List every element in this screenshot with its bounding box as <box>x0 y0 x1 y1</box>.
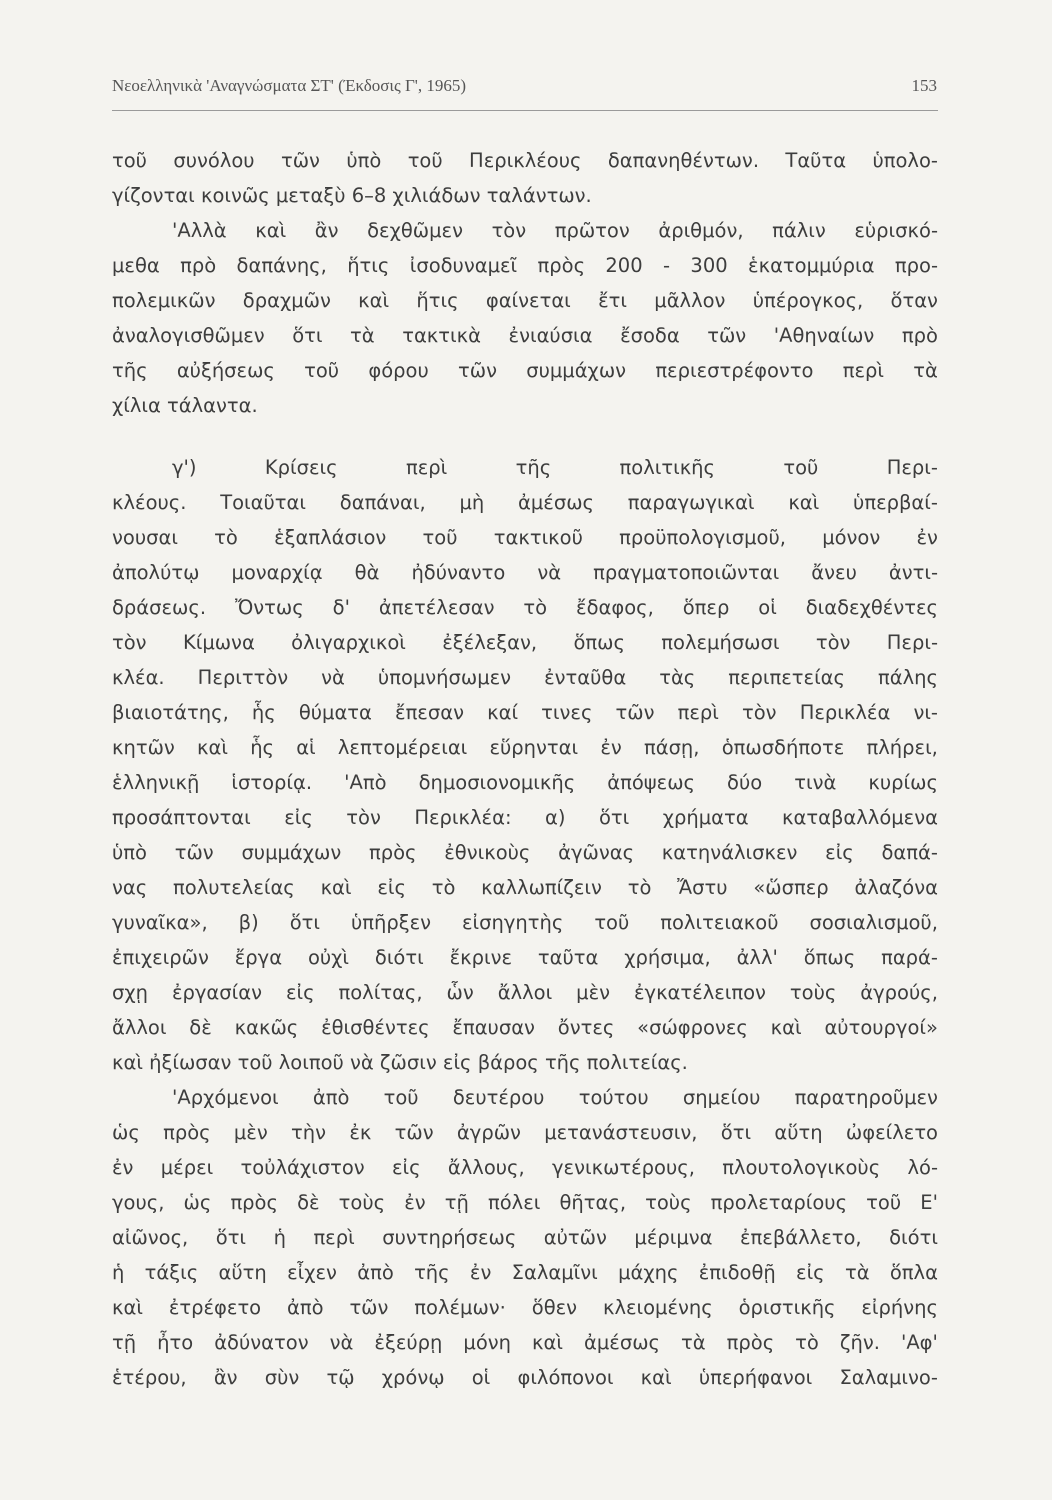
text-line: 'Αρχόμενοι ἀπὸ τοῦ δευτέρου τούτου σημείου παρατηροῦμεν <box>172 1086 938 1109</box>
text-line: 'Αλλὰ καὶ ἂν δεχθῶμεν τὸν πρῶτον ἀριθμόν, πάλιν εὑρισκό- <box>172 219 938 242</box>
text-line: γυναῖκα», β) ὅτι ὑπῆρξεν εἰσηγητὴς τοῦ πολιτειακοῦ σοσιαλισμοῦ, <box>112 911 938 934</box>
text-line: σχῃ ἐργασίαν εἰς πολίτας, ὧν ἄλλοι μὲν ἐγκατέλειπον τοὺς ἀγρούς, <box>112 981 938 1004</box>
text-line: δράσεως. Ὄντως δ' ἀπετέλεσαν τὸ ἔδαφος, ὅπερ οἱ διαδεχθέντες <box>112 596 938 619</box>
text-line: μεθα πρὸ δαπάνης, ἥτις ἰσοδυναμεῖ πρὸς 200 - 300 ἑκατομμύρια προ- <box>112 254 938 277</box>
text-line: προσάπτονται εἰς τὸν Περικλέα: α) ὅτι χρήματα καταβαλλόμενα <box>112 806 938 829</box>
text-line: ὑπὸ τῶν συμμάχων πρὸς ἐθνικοὺς ἀγῶνας κατηνάλισκεν εἰς δαπά- <box>112 841 938 864</box>
text-line: βιαιοτάτης, ἧς θύματα ἔπεσαν καί τινες τῶν περὶ τὸν Περικλέα νι- <box>112 701 938 724</box>
text-line: τῆς αὐξήσεως τοῦ φόρου τῶν συμμάχων περιεστρέφοντο περὶ τὰ <box>112 359 938 382</box>
text-line: νας πολυτελείας καὶ εἰς τὸ καλλωπίζειν τὸ Ἄστυ «ὥσπερ ἀλαζόνα <box>112 876 938 899</box>
text-line: κλέα. Περιττὸν νὰ ὑπομνήσωμεν ἐνταῦθα τὰς περιπετείας πάλης <box>112 666 938 689</box>
text-line: τὸν Κίμωνα ὀλιγαρχικοὶ ἐξέλεξαν, ὅπως πολεμήσωσι τὸν Περι- <box>112 631 938 654</box>
text-line: κλέους. Τοιαῦται δαπάναι, μὴ ἀμέσως παραγωγικαὶ καὶ ὑπερβαί- <box>112 491 938 514</box>
page-header <box>112 76 937 96</box>
text-line: χίλια τάλαντα. <box>112 394 258 417</box>
text-line: πολεμικῶν δραχμῶν καὶ ἥτις φαίνεται ἔτι μᾶλλον ὑπέρογκος, ὅταν <box>112 289 938 312</box>
body-text <box>112 143 938 1395</box>
page-number: 153 <box>911 76 937 95</box>
text-line: ἑλληνικῇ ἱστορίᾳ. 'Απὸ δημοσιονομικῆς ἀπόψεως δύο τινὰ κυρίως <box>112 771 938 794</box>
text-line: καὶ ἠξίωσαν τοῦ λοιποῦ νὰ ζῶσιν εἰς βάρος τῆς πολιτείας. <box>112 1051 688 1074</box>
header-rule <box>112 110 938 111</box>
text-line: ἡ τάξις αὕτη εἶχεν ἀπὸ τῆς ἐν Σαλαμῖνι μάχης ἐπιδοθῇ εἰς τὰ ὅπλα <box>112 1261 938 1284</box>
text-line: τοῦ συνόλου τῶν ὑπὸ τοῦ Περικλέους δαπανηθέντων. Ταῦτα ὑπολο- <box>112 149 938 172</box>
text-line: ὡς πρὸς μὲν τὴν ἐκ τῶν ἀγρῶν μετανάστευσιν, ὅτι αὕτη ὠφείλετο <box>112 1121 938 1144</box>
text-line: γίζονται κοινῶς μεταξὺ 6–8 χιλιάδων ταλάντων. <box>112 184 592 207</box>
running-title: Νεοελληνικὰ 'Αναγνώσματα ΣΤ' (Έκδοσις Γ', 1965) <box>112 76 467 95</box>
text-line: ἀπολύτῳ μοναρχίᾳ θὰ ἠδύναντο νὰ πραγματοποιῶνται ἄνευ ἀντι- <box>112 561 938 584</box>
text-line: τῇ ἦτο ἀδύνατον νὰ ἐξεύρῃ μόνη καὶ ἀμέσως τὰ πρὸς τὸ ζῆν. 'Αφ' <box>112 1331 938 1354</box>
text-line: ἄλλοι δὲ κακῶς ἐθισθέντες ἔπαυσαν ὄντες «σώφρονες καὶ αὐτουργοί» <box>112 1016 938 1039</box>
text-line: γους, ὡς πρὸς δὲ τοὺς ἐν τῇ πόλει θῆτας, τοὺς προλεταρίους τοῦ Ε' <box>112 1191 938 1214</box>
text-line: ἐπιχειρῶν ἔργα οὐχὶ διότι ἔκρινε ταῦτα χρήσιμα, ἀλλ' ὅπως παρά- <box>112 946 938 969</box>
text-line: ἐν μέρει τοὐλάχιστον εἰς ἄλλους, γενικωτέρους, πλουτολογικοὺς λό- <box>112 1156 938 1179</box>
text-line: καὶ ἐτρέφετο ἀπὸ τῶν πολέμων· ὅθεν κλειομένης ὁριστικῆς εἰρήνης <box>112 1296 938 1319</box>
text-line: αἰῶνος, ὅτι ἡ περὶ συντηρήσεως αὐτῶν μέριμνα ἐπεβάλλετο, διότι <box>112 1226 938 1249</box>
section-heading-line: γ') Κρίσεις περὶ τῆς πολιτικῆς τοῦ Περι- <box>172 456 938 479</box>
text-line: ἑτέρου, ἂν σὺν τῷ χρόνῳ οἱ φιλόπονοι καὶ ὑπερήφανοι Σαλαμινο- <box>112 1366 938 1389</box>
text-line: νουσαι τὸ ἑξαπλάσιον τοῦ τακτικοῦ προϋπολογισμοῦ, μόνον ἐν <box>112 526 938 549</box>
text-line: ἀναλογισθῶμεν ὅτι τὰ τακτικὰ ἐνιαύσια ἔσοδα τῶν 'Αθηναίων πρὸ <box>112 324 938 347</box>
text-line: κητῶν καὶ ἧς αἱ λεπτομέρειαι εὕρηνται ἐν πάσῃ, ὁπωσδήποτε πλήρει, <box>112 736 938 759</box>
